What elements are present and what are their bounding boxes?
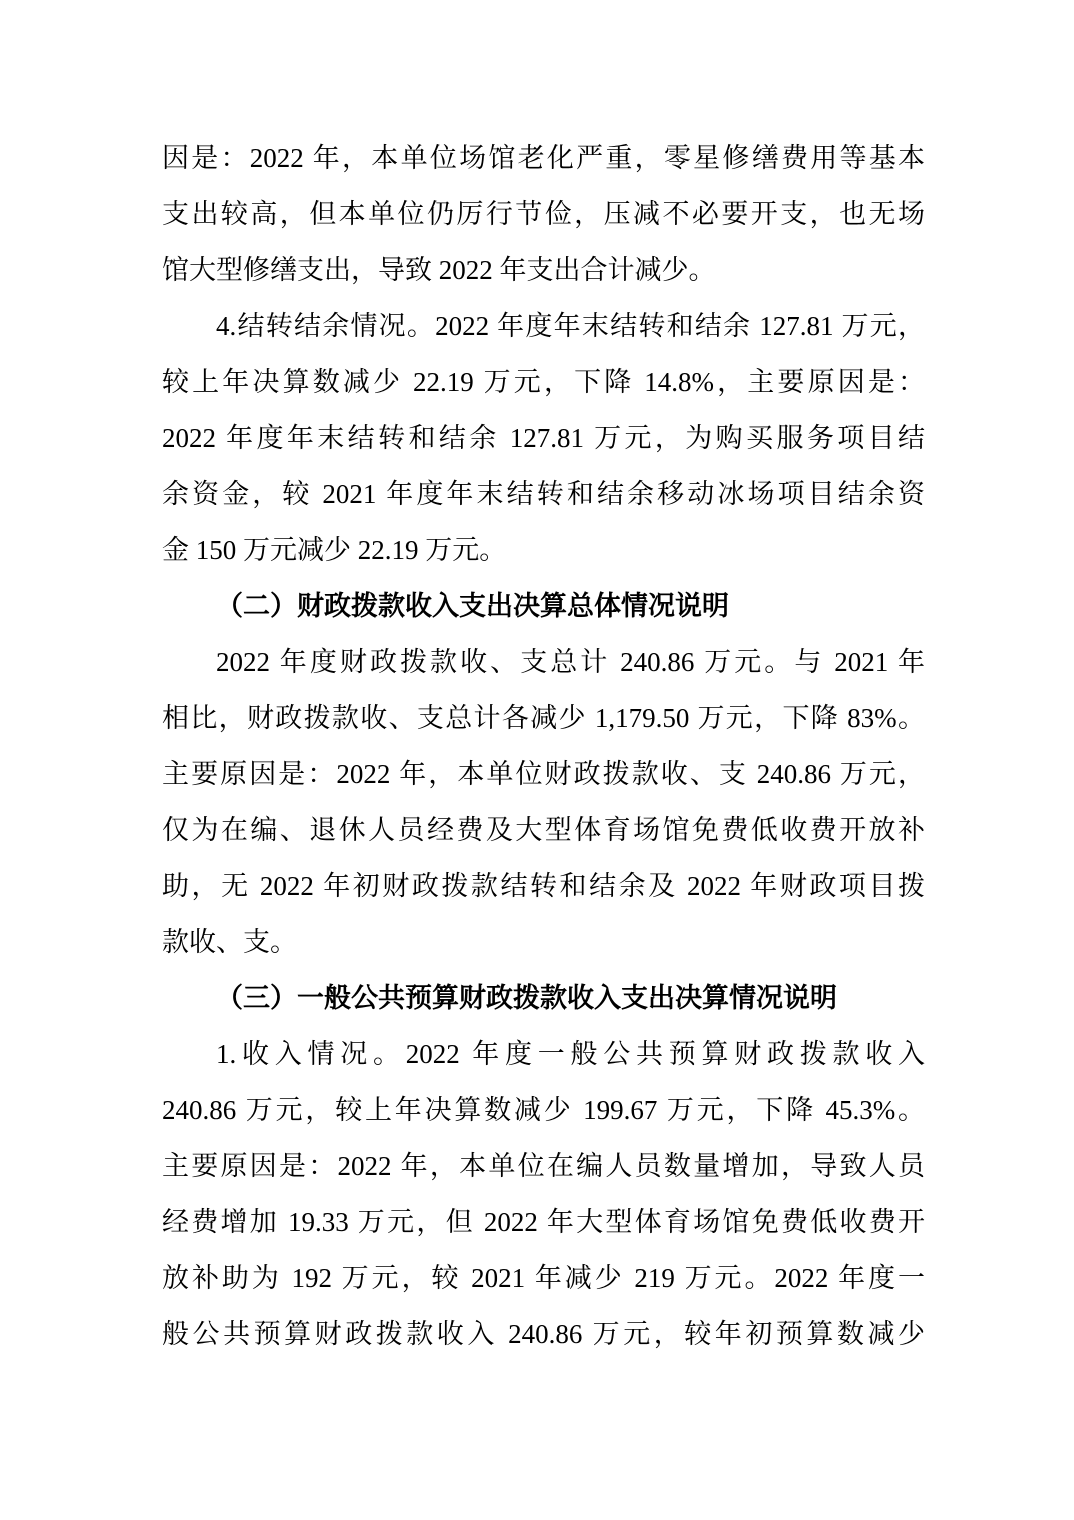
text-line: 1.收入情况。2022 年度一般公共预算财政拨款收入 — [216, 1039, 925, 1069]
text-line: 余资金，较 2021 年度年末结转和结余移动冰场项目结余资 — [162, 479, 925, 509]
text-line: 经费增加 19.33 万元，但 2022 年大型体育场馆免费低收费开 — [162, 1207, 925, 1237]
text-line: 240.86 万元，较上年决算数减少 199.67 万元，下降 45.3%。 — [162, 1095, 925, 1125]
text-line: 馆大型修缮支出，导致 2022 年支出合计减少。 — [162, 255, 716, 285]
section-heading-block — [162, 578, 925, 634]
section-heading: （二）财政拨款收入支出决算总体情况说明 — [216, 591, 729, 621]
paragraph — [162, 1026, 925, 1362]
text-line: 2022 年度年末结转和结余 127.81 万元，为购买服务项目结 — [162, 423, 925, 453]
text-line: 4.结转结余情况。2022 年度年末结转和结余 127.81 万元， — [216, 311, 925, 341]
text-line: 助，无 2022 年初财政拨款结转和结余及 2022 年财政项目拨 — [162, 871, 925, 901]
paragraph — [162, 130, 925, 298]
text-line: 般公共预算财政拨款收入 240.86 万元，较年初预算数减少 — [162, 1319, 925, 1349]
paragraph — [162, 634, 925, 970]
section-heading-block — [162, 970, 925, 1026]
text-line: 款收、支。 — [162, 927, 297, 957]
text-line: 主要原因是：2022 年，本单位财政拨款收、支 240.86 万元， — [162, 759, 925, 789]
text-line: 主要原因是：2022 年，本单位在编人员数量增加，导致人员 — [162, 1151, 925, 1181]
text-line: 2022 年度财政拨款收、支总计 240.86 万元。与 2021 年 — [216, 647, 925, 677]
text-line: 放补助为 192 万元，较 2021 年减少 219 万元。2022 年度一 — [162, 1263, 925, 1293]
text-line: 金 150 万元减少 22.19 万元。 — [162, 535, 507, 565]
text-line: 因是：2022 年，本单位场馆老化严重，零星修缮费用等基本 — [162, 143, 925, 173]
text-line: 仅为在编、退休人员经费及大型体育场馆免费低收费开放补 — [162, 815, 925, 845]
text-line: 支出较高，但本单位仍厉行节俭，压减不必要开支，也无场 — [162, 199, 925, 229]
text-line: 较上年决算数减少 22.19 万元，下降 14.8%，主要原因是： — [162, 367, 925, 397]
paragraph — [162, 298, 925, 578]
section-heading: （三）一般公共预算财政拨款收入支出决算情况说明 — [216, 983, 837, 1013]
text-line: 相比，财政拨款收、支总计各减少 1,179.50 万元，下降 83%。 — [162, 703, 925, 733]
document-text-block — [162, 130, 925, 1362]
